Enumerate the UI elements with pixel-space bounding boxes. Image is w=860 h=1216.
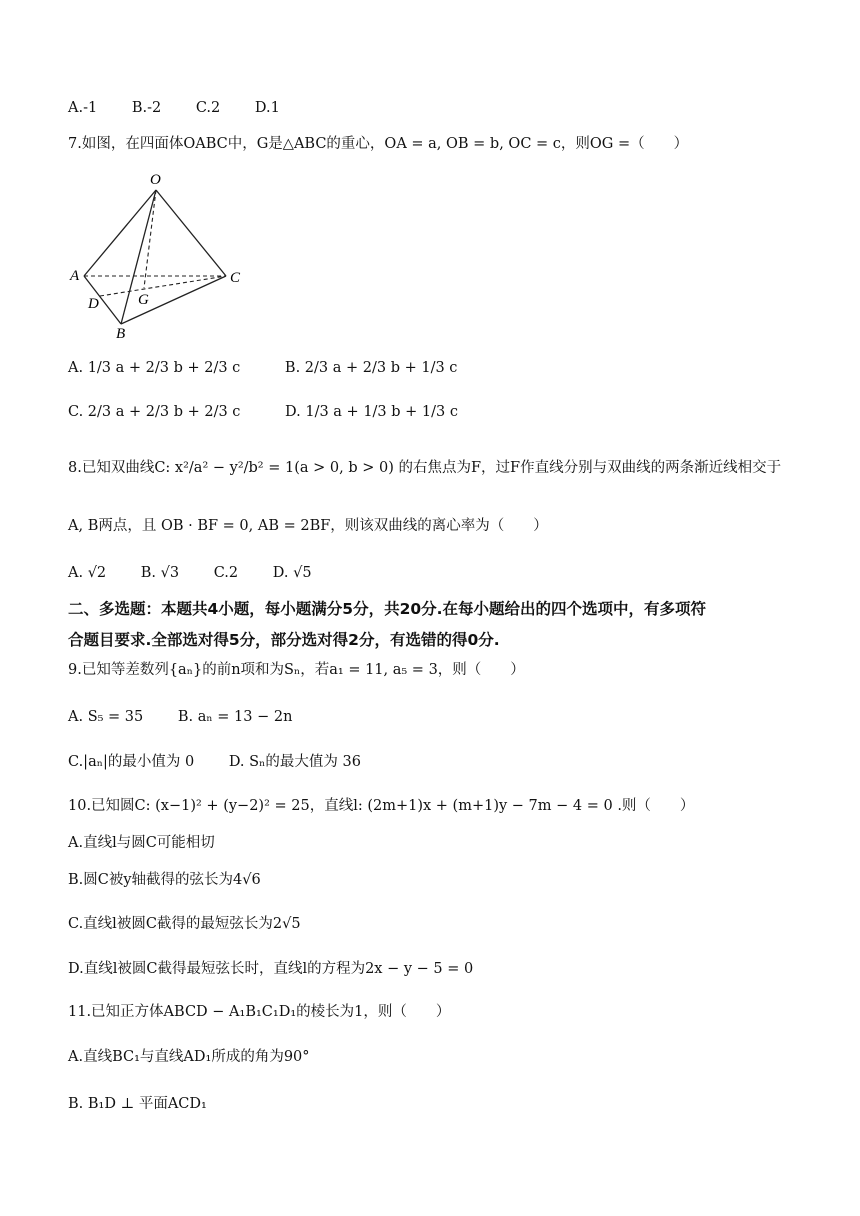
q7-option-d: D. 1/3 a + 1/3 b + 1/3 c: [285, 404, 458, 420]
q9-option-a: A. S₅ = 35: [68, 709, 144, 725]
q11-option-a: A.直线BC₁与直线AD₁所成的角为90°: [68, 1049, 310, 1065]
q6-option-d: D.1: [254, 100, 280, 116]
label-g: G: [138, 292, 149, 308]
edge-bc: [121, 276, 226, 324]
q9-options-row2: [68, 752, 391, 772]
q7-option-c: C. 2/3 a + 2/3 b + 2/3 c: [68, 404, 241, 420]
q11-option-b: B. B₁D ⊥ 平面ACD₁: [68, 1096, 207, 1112]
section-heading-multiple-choice: [68, 594, 798, 656]
q8-stem-line2: A, B两点，且 OB · BF = 0, AB = 2BF，则该双曲线的离心率为（ ）: [68, 518, 548, 534]
q8-options: [68, 563, 342, 583]
q7-options-row1: [68, 358, 487, 378]
q10-stem: 10.已知圆C: (x−1)² + (y−2)² = 25，直线l: (2m+1)x + (m+1)y − 7m − 4 = 0 .则（ ）: [68, 798, 695, 814]
q10-option-d: D.直线l被圆C截得最短弦长时，直线l的方程为2x − y − 5 = 0: [68, 961, 474, 977]
q8-option-d: D. √5: [272, 565, 312, 581]
q6-option-a: A.-1: [68, 100, 98, 116]
q10-option-b: B.圆C被y轴截得的弦长为4√6: [68, 872, 261, 888]
edge-oc: [156, 190, 226, 276]
q9-option-b: B. aₙ = 13 − 2n: [177, 709, 293, 725]
q10-option-c: C.直线l被圆C截得的最短弦长为2√5: [68, 916, 301, 932]
label-c: C: [230, 270, 241, 286]
q6-options: [68, 98, 310, 118]
q6-option-c: C.2: [195, 100, 221, 116]
median-dc-hidden: [100, 276, 226, 296]
q9-option-d: D. Sₙ的最大值为 36: [228, 754, 361, 770]
label-d: D: [88, 296, 99, 312]
q9-option-c: C.|aₙ|的最小值为 0: [68, 754, 195, 770]
segment-og-hidden: [144, 190, 156, 288]
q8-option-c: C.2: [213, 565, 239, 581]
q6-option-b: B.-2: [131, 100, 162, 116]
section-heading-line1: 二、多选题：本题共4小题，每小题满分5分，共20分.在每小题给出的四个选项中，有多项符: [68, 600, 707, 618]
q8-option-a: A. √2: [68, 565, 107, 581]
label-o: O: [150, 172, 161, 188]
section-heading-line2: 合题目要求.全部选对得5分，部分选对得2分，有选错的得0分.: [68, 631, 500, 649]
tetrahedron-figure: [66, 168, 256, 338]
label-b: B: [116, 326, 126, 338]
q7-option-a: A. 1/3 a + 2/3 b + 2/3 c: [68, 360, 241, 376]
q9-options-row1: [68, 707, 322, 727]
q8-option-b: B. √3: [140, 565, 180, 581]
q10-option-a: A.直线l与圆C可能相切: [68, 835, 215, 851]
q7-stem: 7.如图，在四面体OABC中，G是△ABC的重心，OA = a, OB = b, OC = c，则OG =（ ）: [68, 136, 689, 152]
q7-option-b: B. 2/3 a + 2/3 b + 1/3 c: [284, 360, 458, 376]
q9-stem: 9.已知等差数列{aₙ}的前n项和为Sₙ，若a₁ = 11, a₅ = 3，则（ ）: [68, 662, 525, 678]
label-a: A: [70, 268, 80, 284]
q7-options-row2: [68, 402, 488, 422]
q11-stem: 11.已知正方体ABCD − A₁B₁C₁D₁的棱长为1，则（ ）: [68, 1004, 451, 1020]
q8-stem-line1: 8.已知双曲线C: x²/a² − y²/b² = 1(a > 0, b > 0) 的右焦点为F，过F作直线分别与双曲线的两条渐近线相交于: [68, 460, 782, 476]
